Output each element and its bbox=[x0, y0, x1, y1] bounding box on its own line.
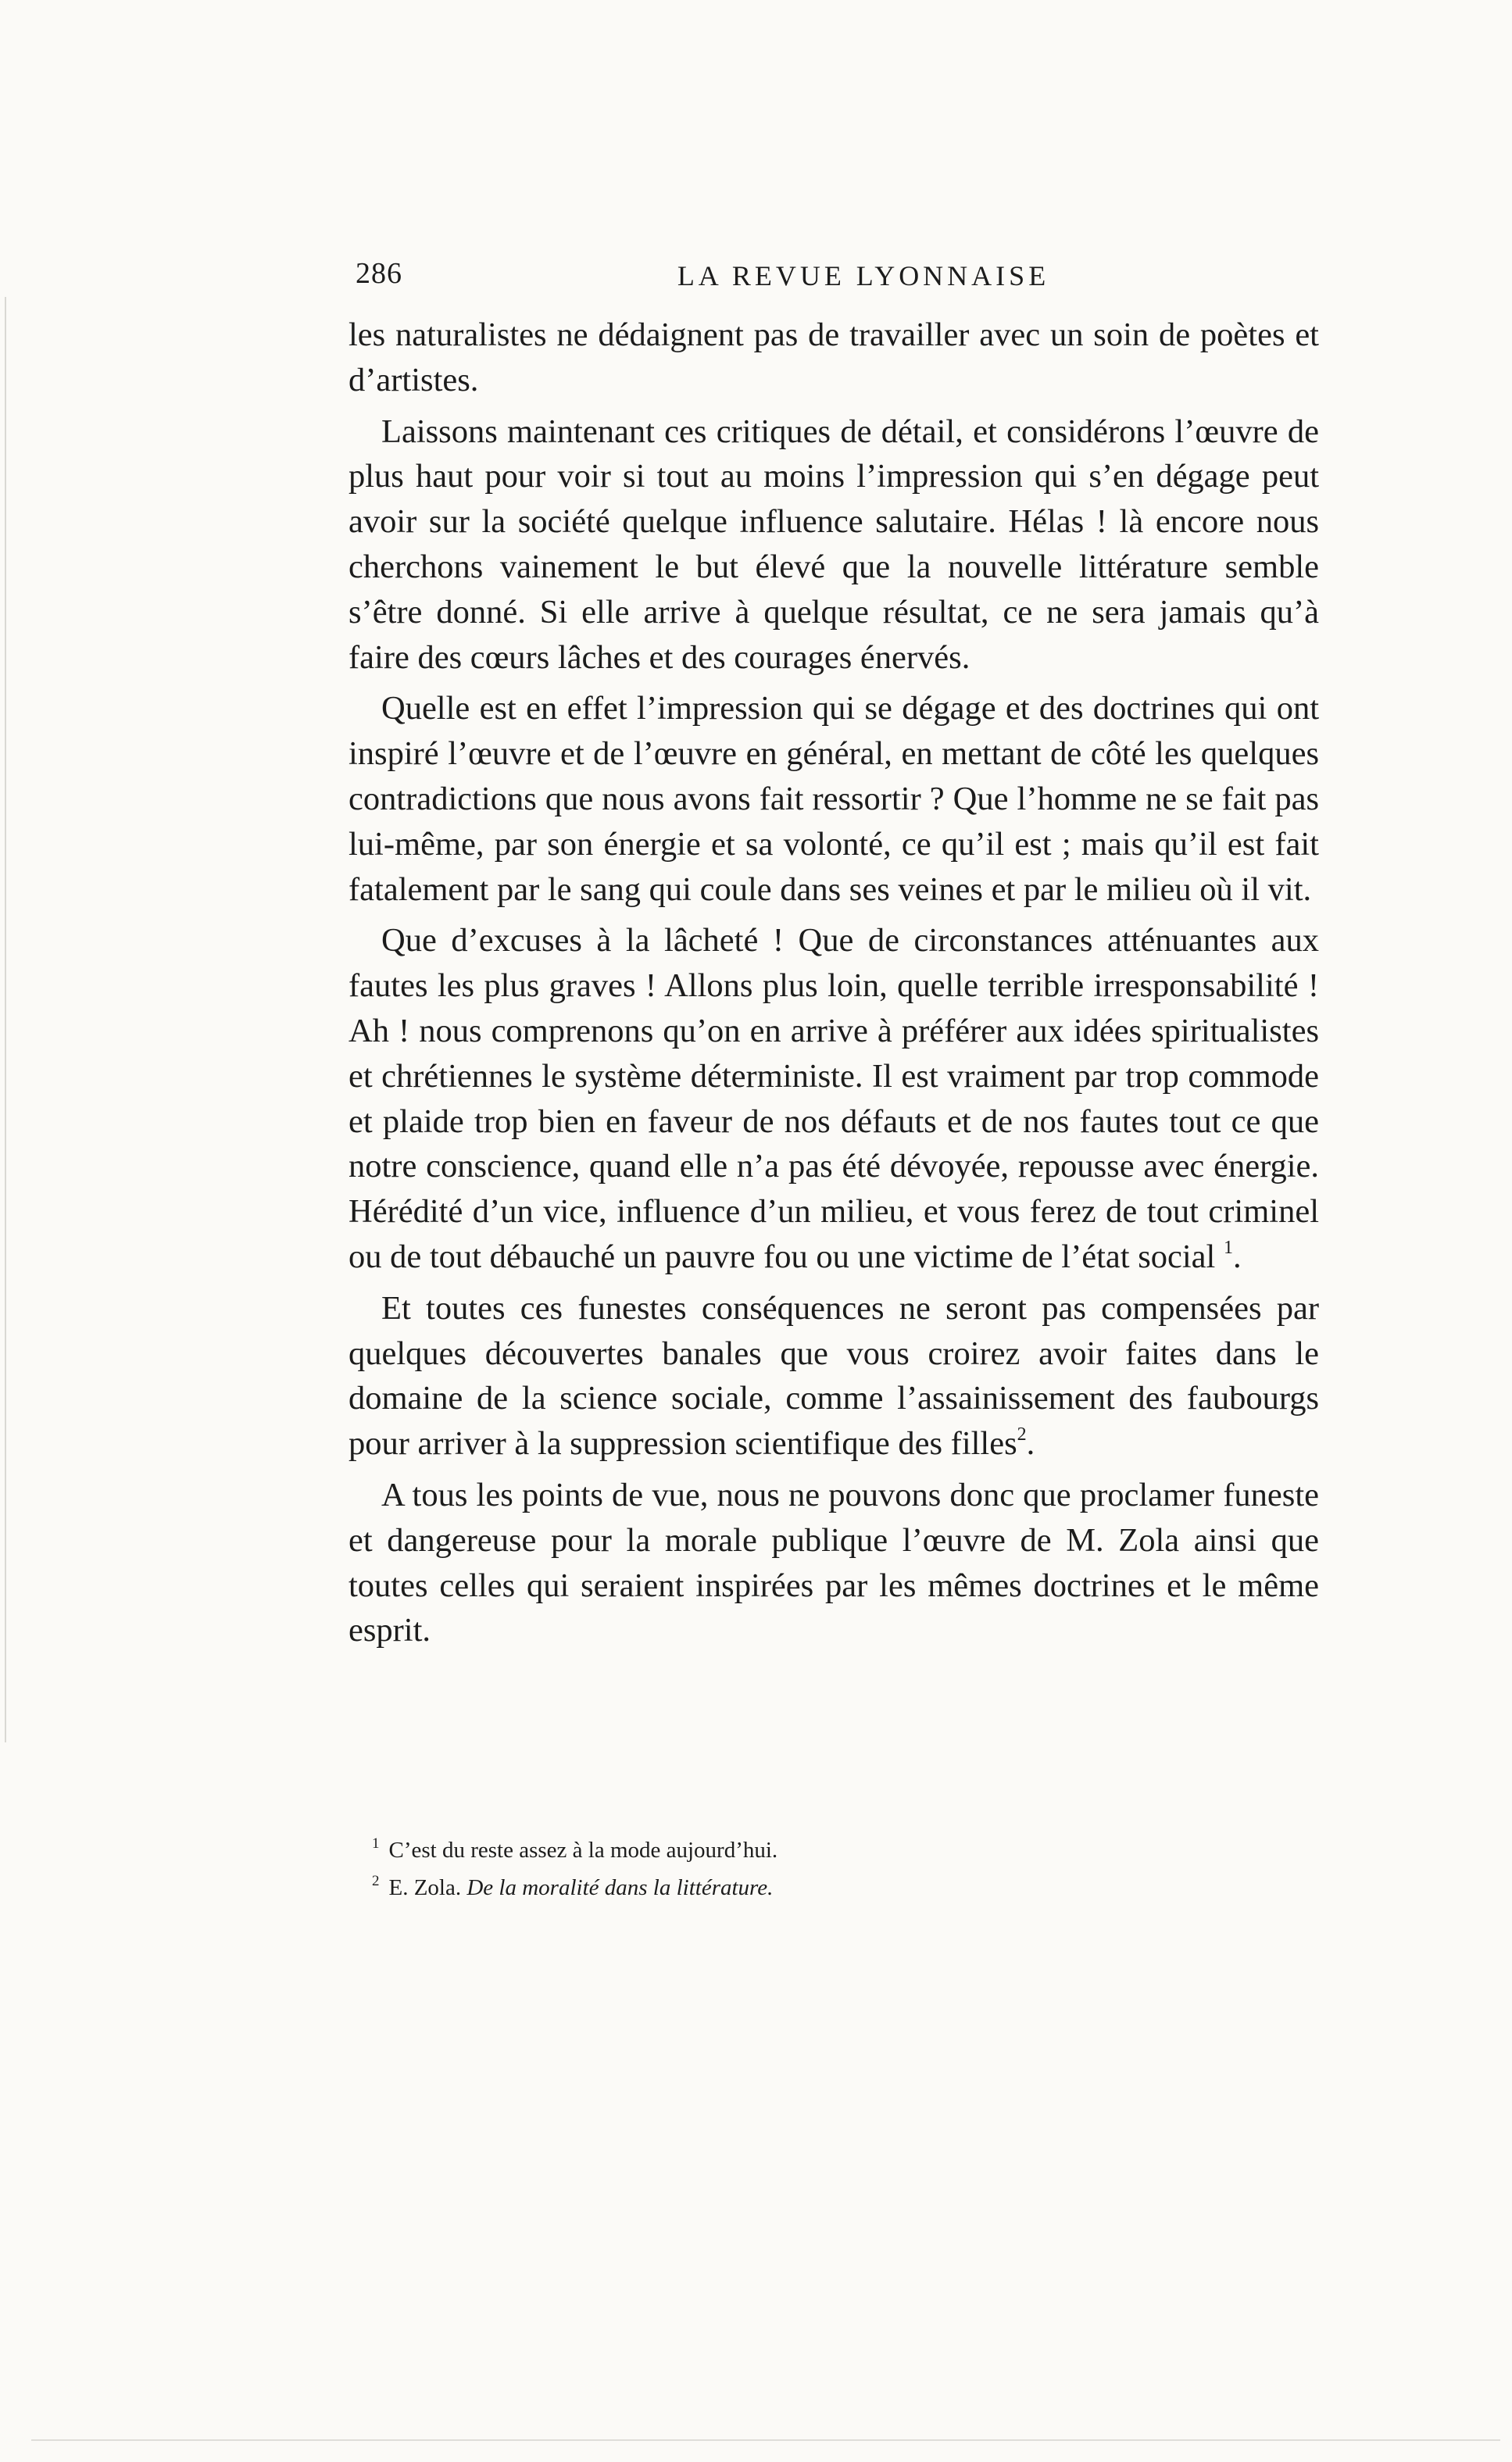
footnote-1 bbox=[372, 1828, 1153, 1866]
paragraph-3: Quelle est en effet l’impression qui se dégage et des doctrines qui ont inspiré l’œuvre et de l’œuvre en général, en mettant de côté les quelques contradictions que nous avons fait ressortir ? Que l’homme ne se fait pas lui-même, par son énergie et sa volonté, ce qu’il est ; mais qu’il est fait fatalement par le sang qui coule dans ses veines et par le milieu où il vit. bbox=[349, 690, 1319, 908]
footnote-2-author: E. Zola. bbox=[388, 1875, 462, 1900]
paragraph-2: Laissons maintenant ces critiques de détail, et considérons l’œuvre de plus haut pour voir si tout au moins l’impression qui s’en dégage peut avoir sur la société quelque influence salutaire. Hélas ! là encore nous cherchons vainement le but élevé que la nouvelle littérature semble s’être donné. Si elle arrive à quelque résultat, ce ne sera jamais qu’à faire des cœurs lâches et des courages énervés. bbox=[349, 413, 1319, 676]
footnote-2-mark: 2 bbox=[372, 1873, 380, 1889]
paragraph-6: A tous les points de vue, nous ne pouvons donc que proclamer funeste et dangereuse pour la morale publique l’œuvre de M. Zola ainsi que toutes celles qui seraient inspirées par les mêmes doctrines et le même esprit. bbox=[349, 1476, 1319, 1649]
paragraph-4-text: Que d’excuses à la lâcheté ! Que de circonstances atténuantes aux fautes les plus graves ! Allons plus loin, quelle terrible irresponsabilité ! Ah ! nous comprenons qu’on en arrive à préférer aux idées spiritualistes et chrétiennes le système déterministe. Il est vraiment par trop commode et plaide trop bien en faveur de nos défauts et de nos fautes tout ce que notre conscience, quand elle n’a pas été dévoyée, repousse avec énergie. Hérédité d’un vice, influence d’un milieu, et vous ferez de tout criminel ou de tout débauché un pauvre fou ou une victime de l’état social bbox=[349, 922, 1319, 1275]
footnotes bbox=[372, 1828, 1153, 1903]
paragraph-5-end: . bbox=[1026, 1425, 1035, 1463]
paragraph-4 bbox=[349, 918, 1319, 1279]
page-header bbox=[356, 256, 1324, 303]
paragraph-4-end: . bbox=[1232, 1238, 1242, 1275]
running-title: LA REVUE LYONNAISE bbox=[677, 260, 1050, 291]
scan-edge-shadow bbox=[5, 297, 6, 1742]
footnote-ref-1: 1 bbox=[1223, 1237, 1233, 1258]
footnote-1-mark: 1 bbox=[372, 1835, 380, 1852]
scan-bottom-edge bbox=[31, 2439, 1500, 2441]
page-number: 286 bbox=[356, 257, 402, 290]
paragraph-1: les naturalistes ne dédaignent pas de travailler avec un soin de poètes et d’artistes. bbox=[349, 316, 1319, 398]
footnote-ref-2: 2 bbox=[1017, 1424, 1027, 1445]
footnote-1-text: C’est du reste assez à la mode aujourd’hui. bbox=[388, 1838, 778, 1863]
footnote-2-title: De la moralité dans la littérature. bbox=[466, 1875, 774, 1900]
paragraph-5-text: Et toutes ces funestes conséquences ne seront pas compensées par quelques découvertes banales que vous croirez avoir faites dans le domaine de la science sociale, comme l’assainissement des faubourgs pour arriver à la suppression scientifique des filles bbox=[349, 1289, 1319, 1463]
article-body bbox=[349, 313, 1319, 1660]
footnote-2 bbox=[372, 1866, 1153, 1903]
paragraph-5 bbox=[349, 1286, 1319, 1467]
